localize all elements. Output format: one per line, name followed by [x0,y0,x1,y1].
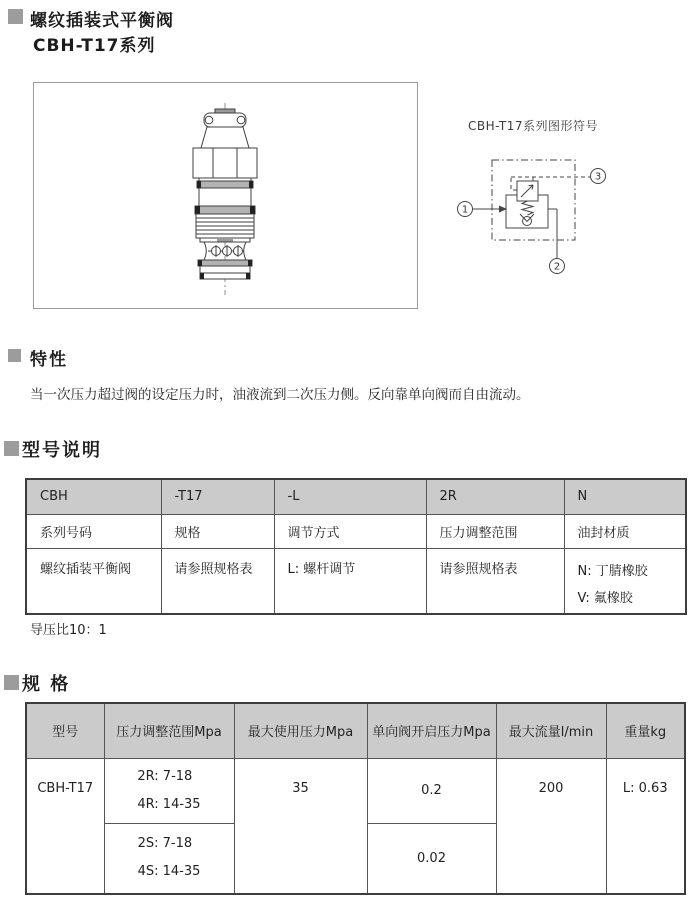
spec-col-header: 型号 [26,703,104,758]
section-bullet-icon [4,675,19,690]
pressure-range: 4R: 14-35 [137,796,201,812]
model-code-cell: -L [274,479,426,514]
model-code-cell: N [564,479,686,514]
pressure-range: 2S: 7-18 [137,836,193,852]
pilot-ratio-note: 导压比10：1 [30,623,107,638]
model-label-cell: 规格 [161,514,274,548]
spec-table [25,702,686,895]
model-value-cell: 请参照规格表 [161,548,274,614]
seal-option: V: 氟橡胶 [577,590,633,606]
valve-drawing-box [33,82,418,309]
section-bullet-icon [8,9,23,24]
spec-weight-cell: L: 0.63 [606,758,685,894]
spec-col-header: 最大使用压力Mpa [234,703,367,758]
table-row [26,548,686,614]
spec-section-heading: 规 格 [22,674,71,695]
spec-col-header: 最大流量l/min [496,703,606,758]
model-section-heading: 型号说明 [22,440,102,461]
hydraulic-symbol-svg [440,140,640,285]
model-value-cell: 螺纹插装平衡阀 [26,548,161,614]
model-code-cell: CBH [26,479,161,514]
table-row [26,514,686,548]
valve-drawing [34,83,417,308]
spec-model-cell: CBH-T17 [26,758,104,894]
spec-col-header: 压力调整范围Mpa [104,703,234,758]
model-label-cell: 油封材质 [564,514,686,548]
spec-pressure-range-cell [104,823,234,894]
seal-option: N: 丁腈橡胶 [577,563,648,579]
model-code-cell: -T17 [161,479,274,514]
spec-check-open-cell: 0.02 [367,823,496,894]
port-1-label: 1 [461,204,469,216]
hydraulic-symbol [440,140,640,285]
features-heading: 特性 [30,350,68,370]
model-label-cell: 调节方式 [274,514,426,548]
pressure-range: 4S: 14-35 [137,864,201,880]
model-value-cell: L: 螺杆调节 [274,548,426,614]
pressure-range: 2R: 7-18 [137,768,193,784]
table-header-row [26,703,685,758]
model-code-cell: 2R [426,479,564,514]
model-label-cell: 压力调整范围 [426,514,564,548]
spec-check-open-cell: 0.2 [367,758,496,823]
table-row [26,479,686,514]
port-2-label: 2 [553,261,561,273]
spec-max-pressure-cell: 35 [234,758,367,894]
model-code-table [25,478,687,615]
symbol-caption: CBH-T17系列图形符号 [468,119,598,133]
page-subtitle: CBH-T17系列 [33,36,156,56]
spec-col-header: 单向阀开启压力Mpa [367,703,496,758]
section-bullet-icon [8,349,21,362]
page-title: 螺纹插装式平衡阀 [30,11,174,31]
table-row [26,758,685,823]
model-value-cell [564,548,686,614]
port-3-label: 3 [594,171,602,183]
spec-pressure-range-cell [104,758,234,823]
spec-max-flow-cell: 200 [496,758,606,894]
section-bullet-icon [4,441,19,456]
model-label-cell: 系列号码 [26,514,161,548]
features-text: 当一次压力超过阀的设定压力时，油液流到二次压力侧。反向靠单向阀而自由流动。 [30,387,530,403]
model-value-cell: 请参照规格表 [426,548,564,614]
spec-col-header: 重量kg [606,703,685,758]
